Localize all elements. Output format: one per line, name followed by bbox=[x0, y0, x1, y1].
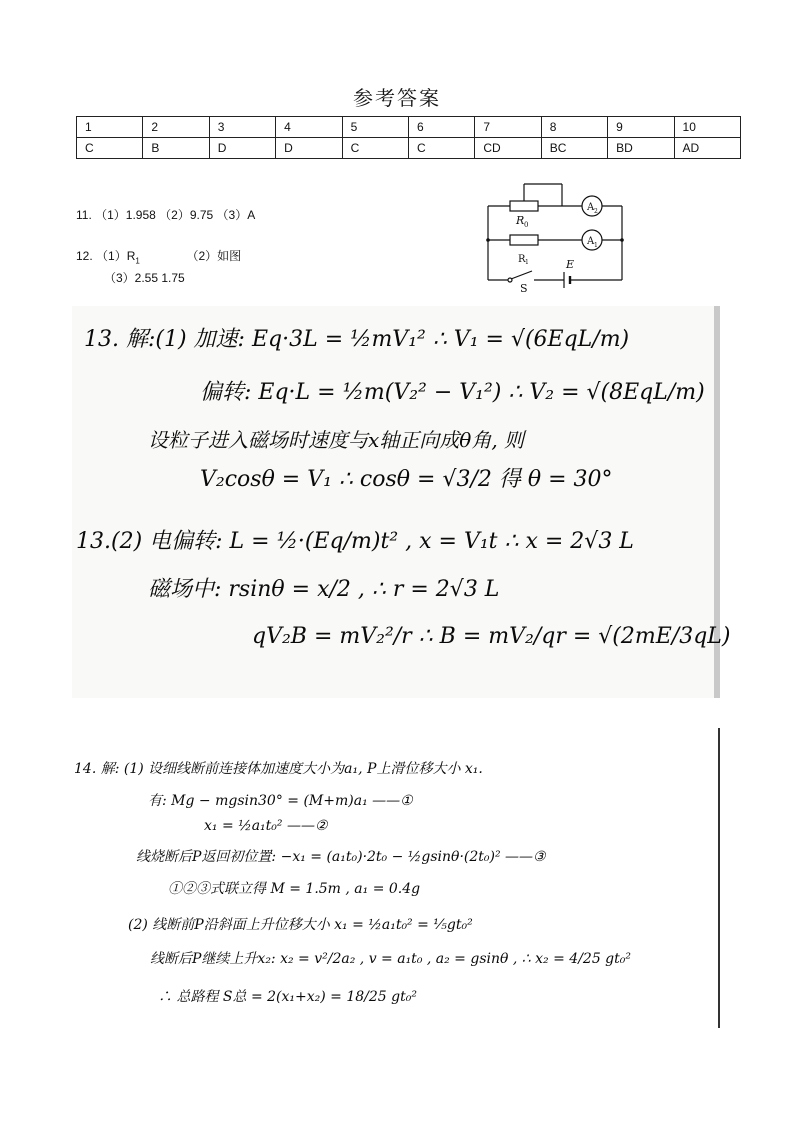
q12-answer-line2: （3）2.55 1.75 bbox=[104, 271, 185, 285]
table-cell: D bbox=[276, 138, 342, 159]
table-cell: 5 bbox=[342, 117, 408, 138]
table-cell: D bbox=[209, 138, 275, 159]
a1-label: A bbox=[587, 236, 595, 247]
table-cell: 3 bbox=[209, 117, 275, 138]
table-cell: CD bbox=[475, 138, 541, 159]
resistor-r1 bbox=[510, 235, 538, 245]
table-cell: 8 bbox=[541, 117, 607, 138]
table-cell: 1 bbox=[77, 117, 143, 138]
table-cell: 6 bbox=[408, 117, 474, 138]
a1-subscript: 1 bbox=[594, 242, 598, 249]
circuit-diagram bbox=[480, 178, 630, 294]
resistor-r0 bbox=[510, 201, 538, 211]
e-label: E bbox=[566, 258, 575, 271]
answer-table-answer-row bbox=[77, 138, 741, 159]
table-cell: C bbox=[77, 138, 143, 159]
s-label: S bbox=[520, 282, 528, 294]
q13-line4: V₂cosθ = V₁ ∴ cosθ = √3/2 得 θ = 30° bbox=[200, 467, 613, 492]
q12-part2: （2）如图 bbox=[186, 249, 242, 263]
q12-answer-line1 bbox=[76, 247, 241, 265]
table-cell: C bbox=[408, 138, 474, 159]
a2-subscript: 2 bbox=[594, 208, 598, 215]
table-cell: 10 bbox=[674, 117, 740, 138]
table-cell: 2 bbox=[143, 117, 209, 138]
table-cell: 7 bbox=[475, 117, 541, 138]
switch-s bbox=[511, 271, 532, 279]
q14-line8: ∴ 总路程 S总 = 2(x₁+x₂) = 18/25 gt₀² bbox=[158, 989, 417, 1005]
q14-line4: 线烧断后P返回初位置: −x₁ = (a₁t₀)·2t₀ − ½gsinθ·(2t₀)² ——③ bbox=[136, 849, 546, 865]
r0-subscript: 0 bbox=[524, 221, 529, 229]
q11-answer: 11. （1）1.958 （2）9.75 （3）A bbox=[76, 208, 256, 222]
table-cell: AD bbox=[674, 138, 740, 159]
q13b-line2: 磁场中: rsinθ = x/2 , ∴ r = 2√3 L bbox=[148, 577, 500, 602]
q14-line6: (2) 线断前P沿斜面上升位移大小 x₁ = ½a₁t₀² = ⅕gt₀² bbox=[128, 917, 473, 933]
q13-line2: 偏转: Eq·L = ½m(V₂² − V₁²) ∴ V₂ = √(8EqL/m) bbox=[200, 380, 705, 405]
q14-line1: 14. 解: (1) 设细线断前连接体加速度大小为a₁, P上滑位移大小 x₁. bbox=[74, 761, 483, 777]
answer-table bbox=[76, 116, 741, 159]
q12-part1: 12. （1）R bbox=[76, 249, 136, 263]
q13-line3: 设粒子进入磁场时速度与x轴正向成θ角, 则 bbox=[148, 428, 525, 452]
q13b-line1: 13.(2) 电偏转: L = ½·(Eq/m)t² , x = V₁t ∴ x = 2√3 L bbox=[76, 529, 634, 554]
page-title: 参考答案 bbox=[353, 86, 441, 110]
table-cell: 9 bbox=[608, 117, 674, 138]
q14-line5: ①②③式联立得 M = 1.5m , a₁ = 0.4g bbox=[168, 881, 421, 897]
r0-label: R bbox=[516, 214, 525, 227]
q14-line7: 线断后P继续上升x₂: x₂ = v²/2a₂ , v = a₁t₀ , a₂ = gsinθ , ∴ x₂ = 4/25 gt₀² bbox=[150, 951, 631, 967]
table-cell: C bbox=[342, 138, 408, 159]
q14-line3: x₁ = ½a₁t₀² ——② bbox=[204, 818, 328, 834]
table-cell: 4 bbox=[276, 117, 342, 138]
answer-table-header-row bbox=[77, 117, 741, 138]
a2-label: A bbox=[587, 202, 595, 213]
q13-line1: 13. 解:(1) 加速: Eq·3L = ½mV₁² ∴ V₁ = √(6EqL/m) bbox=[84, 327, 630, 352]
q12-part1-subscript: 1 bbox=[135, 256, 140, 266]
q13b-line3: qV₂B = mV₂²/r ∴ B = mV₂/qr = √(2mE/3qL) bbox=[252, 624, 731, 649]
table-cell: B bbox=[143, 138, 209, 159]
r1-subscript: 1 bbox=[525, 259, 529, 266]
r1-label: R bbox=[518, 254, 526, 265]
q14-line2: 有: Mg − mgsin30° = (M+m)a₁ ——① bbox=[148, 793, 413, 809]
photo-edge-q14 bbox=[718, 728, 720, 1028]
table-cell: BC bbox=[541, 138, 607, 159]
table-cell: BD bbox=[608, 138, 674, 159]
